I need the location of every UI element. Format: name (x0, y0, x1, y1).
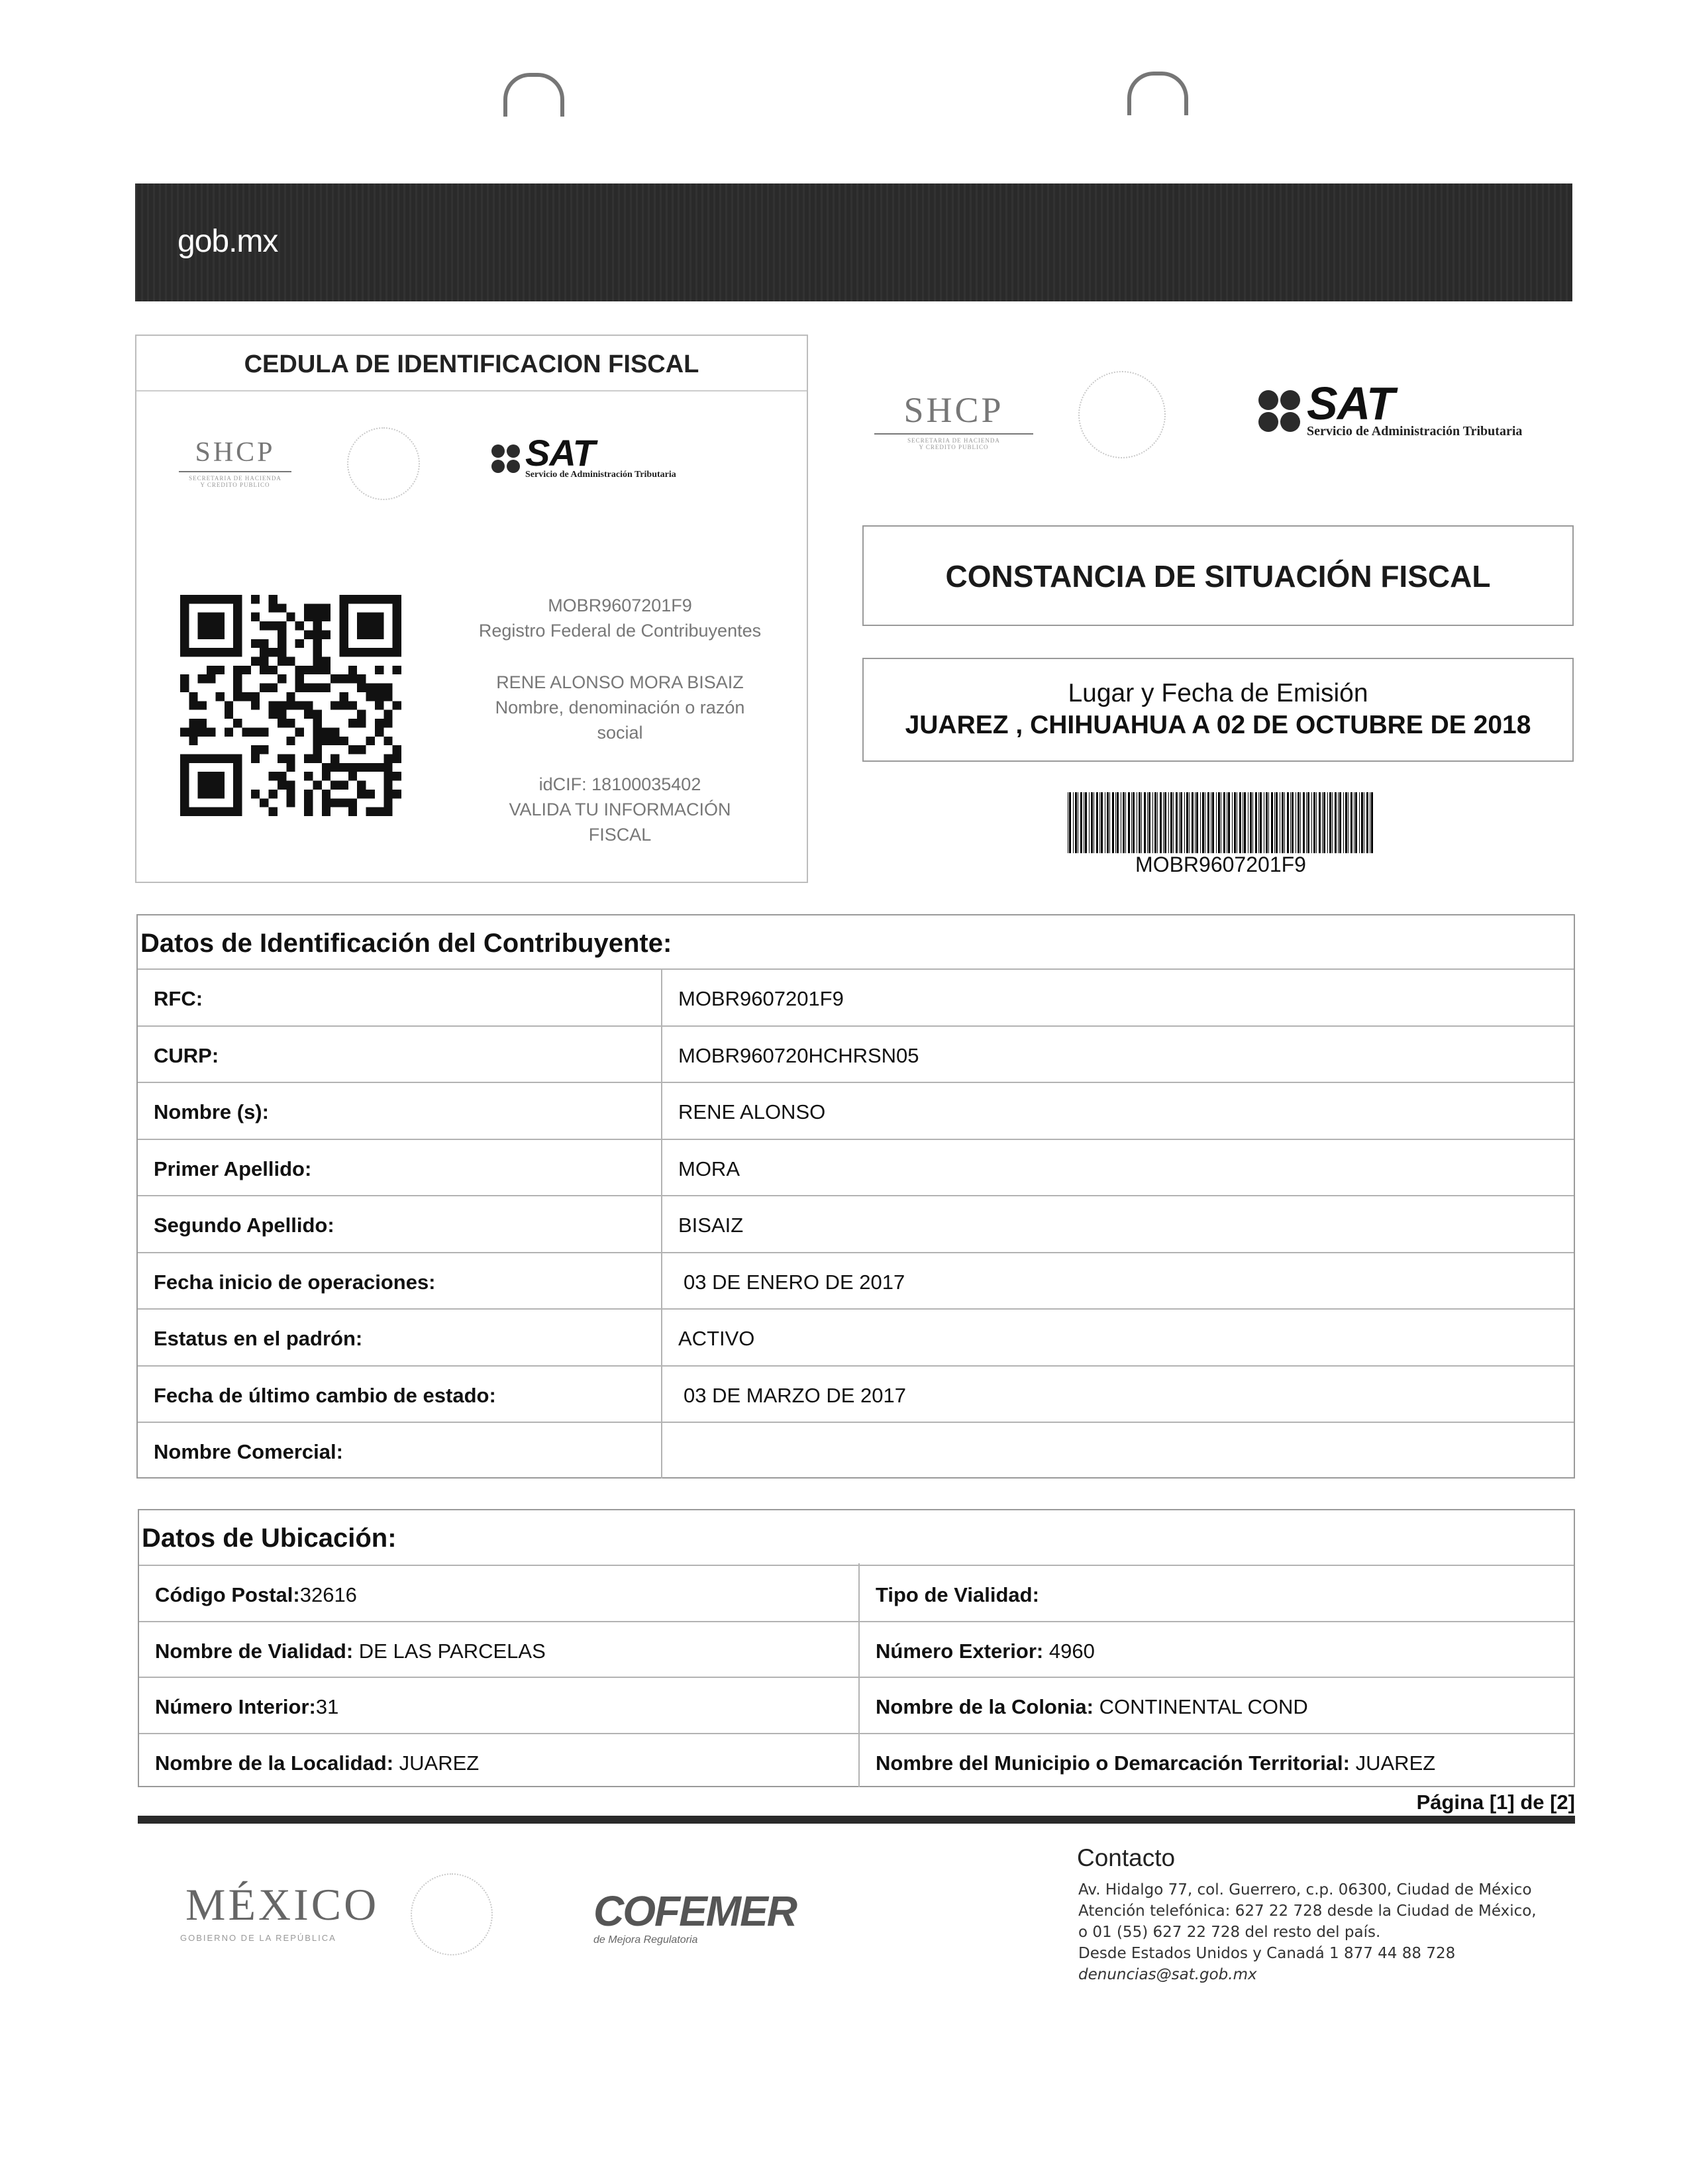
location-field-right: Nombre de la Colonia: CONTINENTAL COND (876, 1695, 1308, 1718)
contacto-line: denuncias@sat.gob.mx (1078, 1966, 1257, 1983)
field-label: Segundo Apellido: (154, 1214, 334, 1237)
cofemer-logo: COFEMER (593, 1887, 796, 1935)
location-field-right: Número Exterior: 4960 (876, 1639, 1095, 1663)
constancia-title-box (862, 525, 1574, 626)
barcode-text: MOBR9607201F9 (1135, 853, 1306, 876)
cedula-rfc: MOBR9607201F9 (548, 596, 692, 615)
mexico-seal-icon (347, 427, 420, 500)
table-row (138, 968, 1574, 1027)
cedula-title: CEDULA DE IDENTIFICACION FISCAL (244, 350, 699, 378)
location-field-right: Nombre del Municipio o Demarcación Territorial: JUAREZ (876, 1751, 1436, 1775)
field-label: Estatus en el padrón: (154, 1327, 363, 1350)
constancia-title: CONSTANCIA DE SITUACIÓN FISCAL (945, 559, 1491, 594)
location-field-left: Número Interior:31 (155, 1695, 339, 1718)
shcp-logo: SHCP SECRETARIA DE HACIENDA Y CREDITO PUBLICO (179, 437, 291, 488)
table-row (138, 1025, 1574, 1084)
table-row (138, 1308, 1574, 1367)
field-label: Nombre (s): (154, 1100, 269, 1123)
contacto-line: Desde Estados Unidos y Canadá 1 877 44 88 728 (1078, 1945, 1456, 1962)
mexico-seal-icon (1078, 371, 1166, 458)
field-value: ACTIVO (678, 1327, 755, 1350)
lugar-fecha-box (862, 658, 1574, 762)
cedula-nombre-label: Nombre, denominación o razón (495, 698, 745, 717)
table-row (138, 1082, 1574, 1140)
location-field-left: Nombre de Vialidad: DE LAS PARCELAS (155, 1639, 546, 1663)
table-row (139, 1677, 1574, 1734)
cedula-valida: VALIDA TU INFORMACIÓN (509, 800, 731, 819)
lugar-value: JUAREZ , CHIHUAHUA A 02 DE OCTUBRE DE 2018 (905, 711, 1531, 739)
table-row (138, 1252, 1574, 1310)
datos-ubicacion (138, 1509, 1575, 1787)
field-value: 03 DE ENERO DE 2017 (684, 1270, 905, 1294)
field-label: CURP: (154, 1043, 219, 1067)
punch-hole-right (1127, 72, 1188, 115)
divider (136, 390, 807, 391)
table-row (139, 1621, 1574, 1679)
table-row (139, 1733, 1574, 1791)
field-label: Fecha inicio de operaciones: (154, 1270, 436, 1294)
lugar-label: Lugar y Fecha de Emisión (1068, 679, 1368, 707)
page-indicator: Página [1] de [2] (1416, 1791, 1575, 1814)
gob-mx-banner (135, 183, 1572, 301)
shcp-logo-header: SHCP SECRETARIA DE HACIENDA Y CREDITO PUBLICO (874, 390, 1033, 450)
field-value: MOBR960720HCHRSN05 (678, 1043, 919, 1067)
table-row (138, 1365, 1574, 1424)
sat-logo-header: SAT Servicio de Administración Tributaria (1258, 383, 1522, 439)
sat-dots-icon (1258, 390, 1300, 432)
section-title: Datos de Identificación del Contribuyente: (140, 929, 672, 958)
cedula-nombre: RENE ALONSO MORA BISAIZ (496, 672, 744, 692)
field-label: Nombre Comercial: (154, 1440, 343, 1463)
field-label: Fecha de último cambio de estado: (154, 1383, 496, 1407)
field-value: MOBR9607201F9 (678, 987, 844, 1010)
footer-bar (138, 1816, 1575, 1824)
section-title: Datos de Ubicación: (142, 1524, 397, 1553)
cofemer-logo-sub: de Mejora Regulatoria (593, 1934, 698, 1946)
location-field-left: Nombre de la Localidad: JUAREZ (155, 1751, 480, 1775)
table-row (138, 1195, 1574, 1253)
field-value: BISAIZ (678, 1214, 744, 1237)
location-field-right: Tipo de Vialidad: (876, 1583, 1039, 1606)
cedula-info: MOBR9607201F9 Registro Federal de Contribuyentes RENE ALONSO MORA BISAIZ Nombre, denominación o razón social idCIF: 18100035402 VALIDA TU INFORMACIÓN FISCAL (448, 593, 792, 847)
gob-mx-logo: gob.mx (178, 224, 278, 259)
table-row (138, 1422, 1574, 1480)
contacto-line: Av. Hidalgo 77, col. Guerrero, c.p. 06300, Ciudad de México (1078, 1881, 1532, 1898)
location-field-left: Código Postal:32616 (155, 1583, 357, 1606)
contacto-title: Contacto (1077, 1844, 1176, 1871)
cedula-idcif: idCIF: 18100035402 (538, 774, 701, 794)
table-row (139, 1565, 1574, 1622)
field-label: Primer Apellido: (154, 1157, 312, 1180)
mexico-logo: MÉXICO (185, 1879, 380, 1930)
sat-dots-icon (491, 444, 520, 473)
contacto-line: o 01 (55) 627 22 728 del resto del país. (1078, 1924, 1381, 1941)
mexico-logo-sub: GOBIERNO DE LA REPÚBLICA (180, 1933, 336, 1943)
qr-code[interactable] (180, 595, 401, 816)
sat-logo: SAT Servicio de Administración Tributaria (491, 437, 676, 480)
table-row (138, 1139, 1574, 1197)
contacto-line: Atención telefónica: 627 22 728 desde la Ciudad de México, (1078, 1902, 1537, 1920)
punch-hole-left (503, 73, 564, 117)
field-value: 03 DE MARZO DE 2017 (684, 1383, 906, 1407)
field-value: RENE ALONSO (678, 1100, 826, 1123)
field-label: RFC: (154, 987, 203, 1010)
cedula-rfc-label: Registro Federal de Contribuyentes (478, 621, 762, 641)
mexico-seal-icon (411, 1873, 493, 1955)
field-value: MORA (678, 1157, 740, 1180)
barcode (1068, 792, 1374, 853)
datos-identificacion (136, 914, 1575, 1479)
